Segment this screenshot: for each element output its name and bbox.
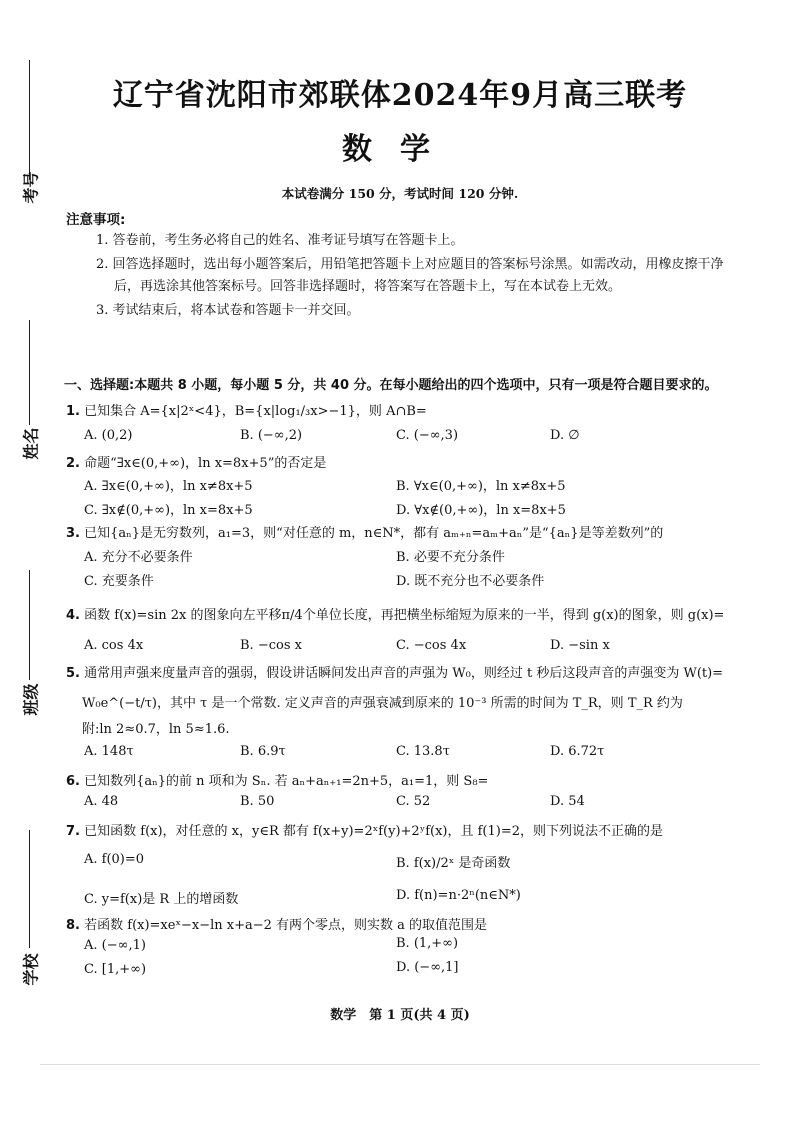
question-number: 2. bbox=[66, 456, 80, 471]
question-number: 6. bbox=[66, 774, 80, 789]
page-title: 辽宁省沈阳市郊联体2024年9月高三联考 bbox=[112, 78, 688, 113]
q6-option-d[interactable]: D. 54 bbox=[550, 794, 585, 809]
q2-option-b[interactable]: B. ∀x∈(0,+∞)，ln x≠8x+5 bbox=[396, 479, 566, 494]
q4-option-d[interactable]: D. −sin x bbox=[550, 638, 610, 653]
q7-option-b[interactable]: B. f(x)/2ˣ 是奇函数 bbox=[396, 856, 511, 871]
section-heading: 一、选择题:本题共 8 小题，每小题 5 分，共 40 分。在每小题给出的四个选项中，只有一项是符合题目要求的。 bbox=[64, 378, 718, 393]
q5-option-b[interactable]: B. 6.9τ bbox=[240, 744, 286, 759]
q2-option-d[interactable]: D. ∀x∉(0,+∞)，ln x=8x+5 bbox=[396, 503, 566, 518]
question-stem: 通常用声强来度量声音的强弱，假设讲话瞬间发出声音的声强为 W₀，则经过 t 秒后这段声音的声强变为 W(t)= bbox=[84, 666, 724, 681]
question-5-line-2: W₀e^(−t/τ)，其中 τ 是一个常数. 定义声音的声强衰减到原来的 10⁻³ 所需的时间为 T_R，则 T_R 约为 bbox=[82, 696, 683, 711]
question-stem: 已知{aₙ}是无穷数列，a₁=3，则“对任意的 m，n∈N*，都有 aₘ₊ₙ=aₘ+aₙ”是“{aₙ}是等差数列”的 bbox=[84, 526, 664, 541]
q7-option-c[interactable]: C. y=f(x)是 R 上的增函数 bbox=[84, 892, 239, 907]
school-line bbox=[29, 830, 30, 948]
q4-option-b[interactable]: B. −cos x bbox=[240, 638, 302, 653]
q8-option-a[interactable]: A. (−∞,1) bbox=[84, 938, 146, 953]
q1-option-c[interactable]: C. (−∞,3) bbox=[396, 428, 459, 443]
question-number: 7. bbox=[66, 824, 80, 839]
notice-item-3: 3. 考试结束后，将本试卷和答题卡一并交回。 bbox=[96, 303, 360, 318]
question-number: 1. bbox=[66, 404, 80, 419]
q3-option-d[interactable]: D. 既不充分也不必要条件 bbox=[396, 574, 545, 589]
subject-title: 数学 bbox=[342, 132, 458, 167]
question-number: 5. bbox=[66, 666, 80, 681]
question-stem: 函数 f(x)=sin 2x 的图象向左平移π/4个单位长度，再把横坐标缩短为原来的一半，得到 g(x)的图象，则 g(x)= bbox=[84, 608, 725, 623]
q7-option-d[interactable]: D. f(n)=n·2ⁿ(n∈N*) bbox=[396, 888, 521, 903]
question-stem: 已知集合 A={x|2ˣ<4}，B={x|log₁/₃x>−1}，则 A∩B= bbox=[84, 404, 427, 419]
q1-option-d[interactable]: D. ∅ bbox=[550, 428, 580, 443]
exam-no-label: 考号 bbox=[21, 171, 41, 204]
q1-option-a[interactable]: A. (0,2) bbox=[84, 428, 133, 443]
class-label: 班级 bbox=[21, 683, 41, 716]
q8-option-c[interactable]: C. [1,+∞) bbox=[84, 962, 147, 977]
q4-option-c[interactable]: C. −cos 4x bbox=[396, 638, 467, 653]
q6-option-c[interactable]: C. 52 bbox=[396, 794, 431, 809]
name-line bbox=[29, 320, 30, 425]
question-stem: 命题“∃x∈(0,+∞)，ln x=8x+5”的否定是 bbox=[84, 456, 327, 471]
notice-item-2-cont: 后，再选涂其他答案标号。回答非选择题时，将答案写在答题卡上，写在本试卷上无效。 bbox=[114, 279, 622, 294]
q1-option-b[interactable]: B. (−∞,2) bbox=[240, 428, 303, 443]
question-4 bbox=[66, 604, 776, 623]
q5-option-c[interactable]: C. 13.8τ bbox=[396, 744, 450, 759]
question-2 bbox=[66, 452, 776, 471]
question-stem: 已知数列{aₙ}的前 n 项和为 Sₙ. 若 aₙ+aₙ₊₁=2n+5，a₁=1，则 S₈= bbox=[84, 774, 489, 789]
notice-item-1: 1. 答卷前，考生务必将自己的姓名、准考证号填写在答题卡上。 bbox=[96, 233, 464, 248]
q8-option-b[interactable]: B. (1,+∞) bbox=[396, 936, 459, 951]
question-stem: 已知函数 f(x)，对任意的 x，y∈R 都有 f(x+y)=2ˣf(y)+2ʸf(x)，且 f(1)=2，则下列说法不正确的是 bbox=[84, 824, 663, 839]
q8-option-d[interactable]: D. (−∞,1] bbox=[396, 960, 459, 975]
q5-option-a[interactable]: A. 148τ bbox=[84, 744, 134, 759]
question-1 bbox=[66, 400, 776, 419]
question-5 bbox=[66, 662, 776, 681]
q3-option-a[interactable]: A. 充分不必要条件 bbox=[84, 550, 193, 565]
question-7 bbox=[66, 820, 776, 839]
q3-option-c[interactable]: C. 充要条件 bbox=[84, 574, 154, 589]
q2-option-c[interactable]: C. ∃x∉(0,+∞)，ln x=8x+5 bbox=[84, 503, 253, 518]
page-footer: 数学 第 1 页(共 4 页) bbox=[330, 1008, 470, 1023]
q2-option-a[interactable]: A. ∃x∈(0,+∞)，ln x≠8x+5 bbox=[84, 479, 253, 494]
q7-option-a[interactable]: A. f(0)=0 bbox=[84, 852, 145, 867]
question-number: 8. bbox=[66, 918, 80, 933]
q5-option-d[interactable]: D. 6.72τ bbox=[550, 744, 605, 759]
question-5-note: 附:ln 2≈0.7，ln 5≈1.6. bbox=[82, 722, 230, 737]
exam-info: 本试卷满分 150 分，考试时间 120 分钟. bbox=[281, 186, 519, 201]
question-8 bbox=[66, 914, 776, 933]
q4-option-a[interactable]: A. cos 4x bbox=[84, 638, 144, 653]
question-3 bbox=[66, 522, 776, 541]
notice-heading: 注意事项: bbox=[66, 212, 126, 228]
q6-option-b[interactable]: B. 50 bbox=[240, 794, 275, 809]
name-label: 姓名 bbox=[21, 427, 41, 460]
class-line bbox=[29, 570, 30, 680]
question-6 bbox=[66, 770, 776, 789]
notice-item-2: 2. 回答选择题时，选出每小题答案后，用铅笔把答题卡上对应题目的答案标号涂黑。如需改动，用橡皮擦干净 bbox=[96, 257, 724, 272]
question-stem: 若函数 f(x)=xeˣ−x−ln x+a−2 有两个零点，则实数 a 的取值范围是 bbox=[84, 918, 488, 933]
bottom-rule bbox=[40, 1064, 760, 1065]
q3-option-b[interactable]: B. 必要不充分条件 bbox=[396, 550, 505, 565]
q6-option-a[interactable]: A. 48 bbox=[84, 794, 119, 809]
question-number: 4. bbox=[66, 608, 80, 623]
school-label: 学校 bbox=[21, 953, 41, 986]
question-number: 3. bbox=[66, 526, 80, 541]
